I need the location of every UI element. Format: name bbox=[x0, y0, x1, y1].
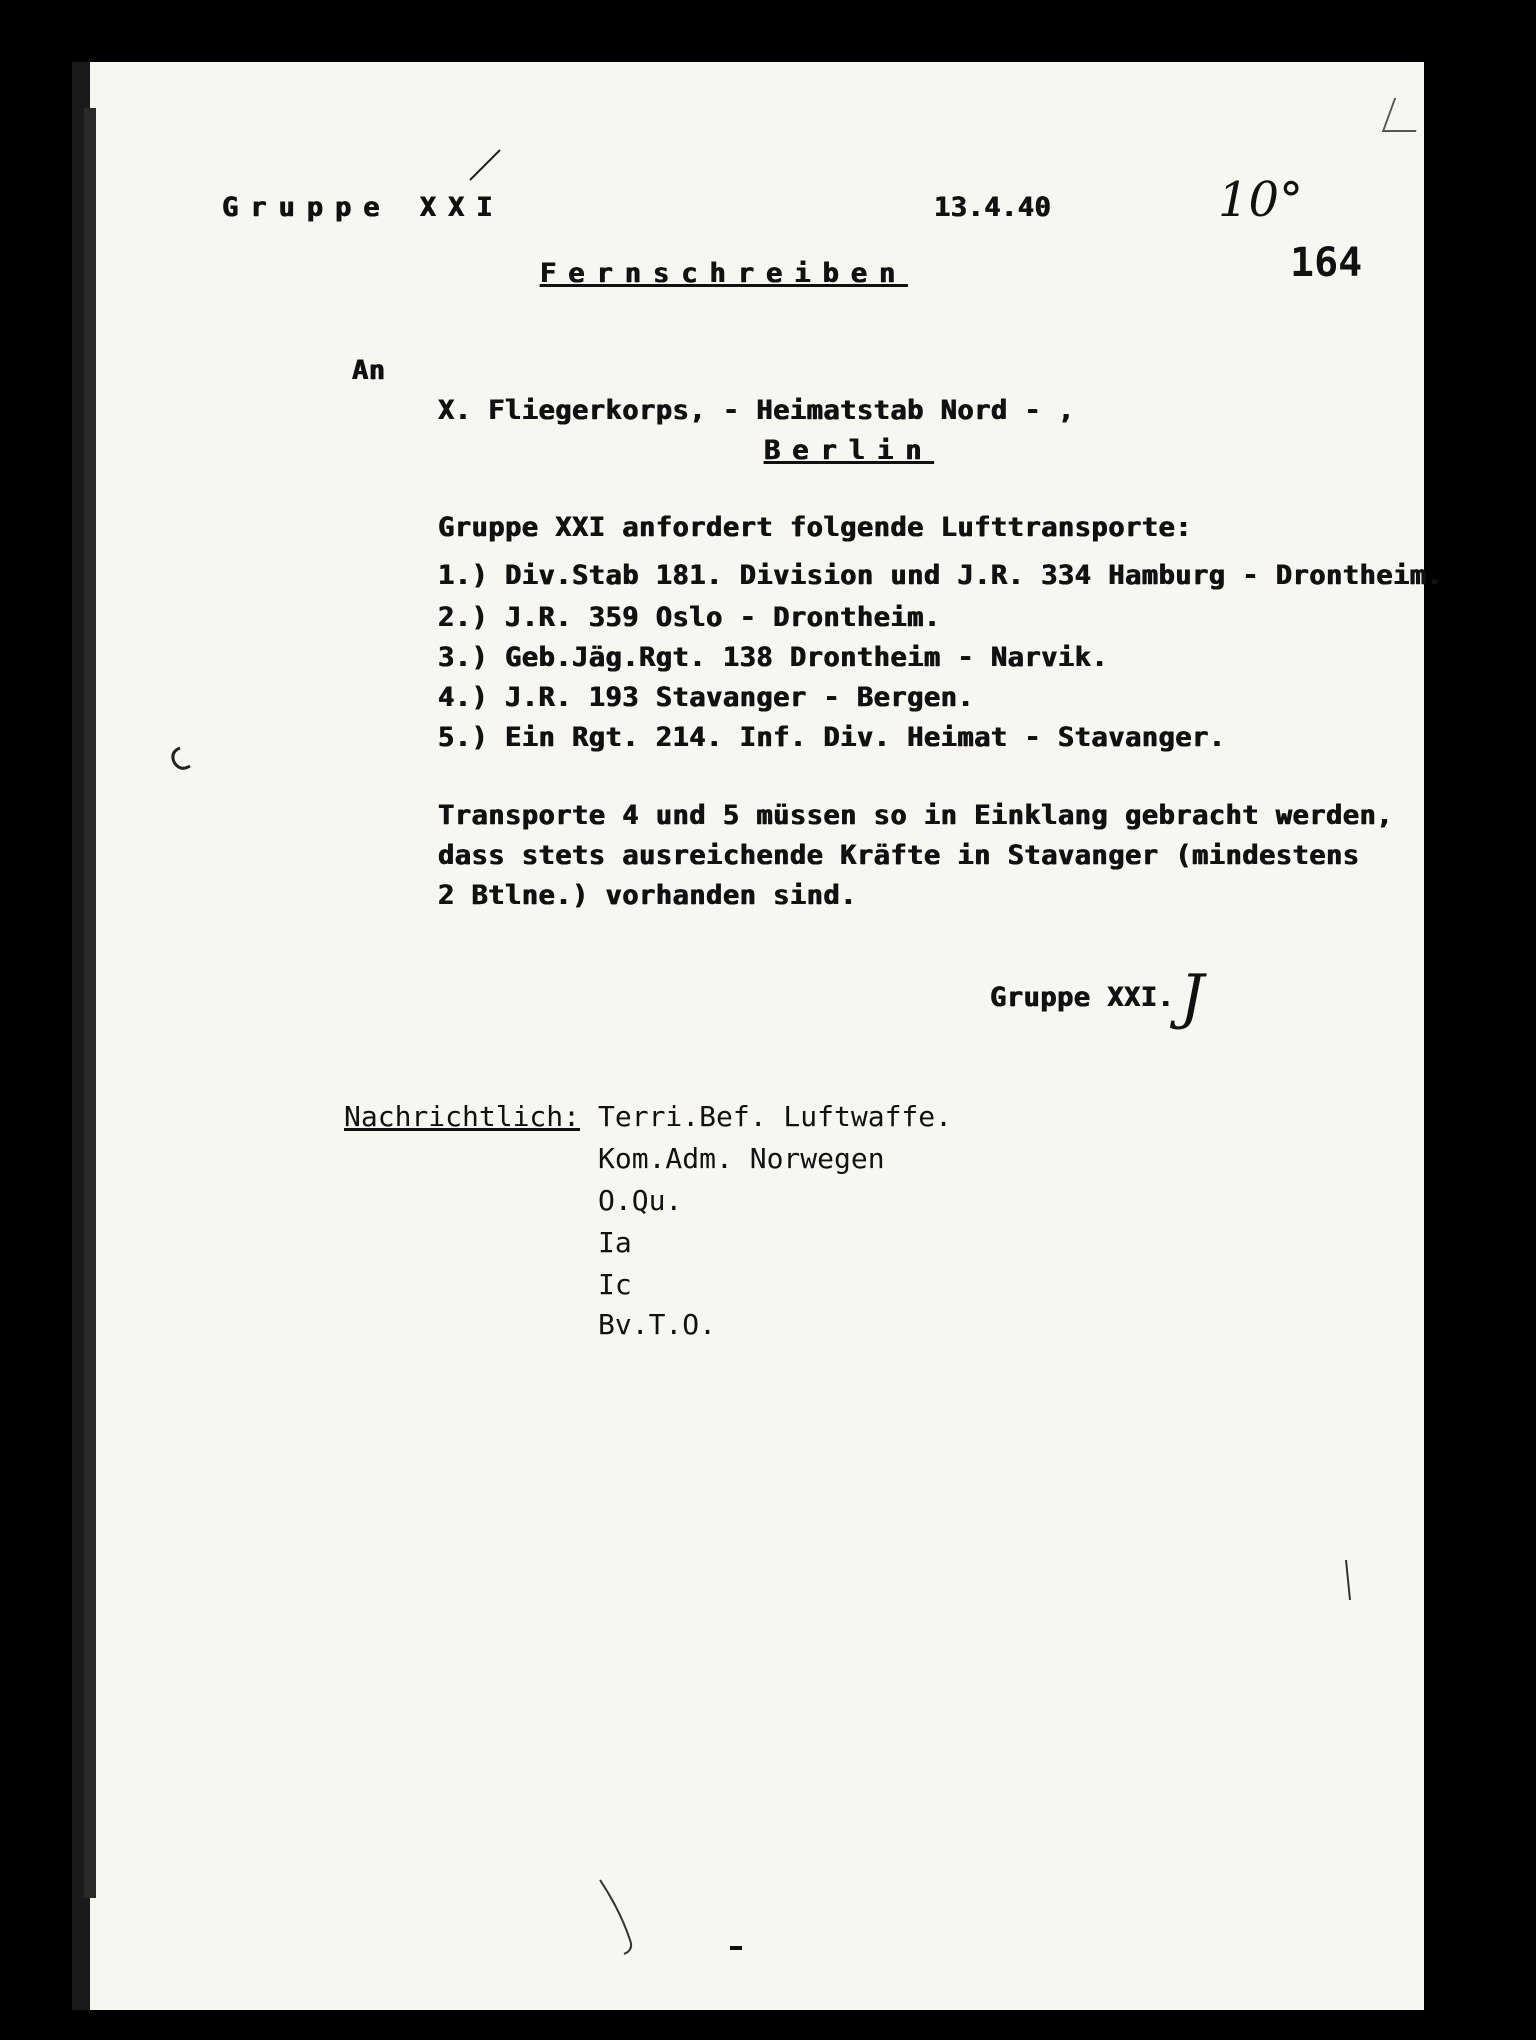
paragraph-line: 2 Btlne.) vorhanden sind. bbox=[438, 880, 857, 911]
transport-item: 3.) Geb.Jäg.Rgt. 138 Drontheim - Narvik. bbox=[438, 642, 1109, 673]
distribution-recipient: Ic bbox=[598, 1268, 632, 1301]
handwritten-mark: 10° bbox=[1218, 172, 1304, 228]
signature-initial: J bbox=[1180, 962, 1205, 1032]
intro-line: Gruppe XXI anfordert folgende Lufttransporte: bbox=[438, 512, 1192, 543]
sender-header: Gruppe XXI bbox=[222, 192, 505, 223]
distribution-recipient: Bv.T.O. bbox=[598, 1308, 717, 1341]
transport-item: 4.) J.R. 193 Stavanger - Bergen. bbox=[438, 682, 975, 713]
paragraph-line: dass stets ausreichende Kräfte in Stavanger (mindestens bbox=[438, 840, 1360, 871]
transport-item: 5.) Ein Rgt. 214. Inf. Div. Heimat - Stavanger. bbox=[438, 722, 1226, 753]
signature-unit: Gruppe XXI. bbox=[990, 982, 1175, 1013]
addressee-prefix: An bbox=[352, 355, 386, 386]
addressee-city: Berlin bbox=[764, 435, 934, 466]
distribution-recipient: Kom.Adm. Norwegen bbox=[598, 1142, 885, 1175]
date-header: 13.4.40 bbox=[934, 192, 1052, 223]
distribution-recipient: Terri.Bef. Luftwaffe. bbox=[598, 1100, 953, 1133]
distribution-recipient: Ia bbox=[598, 1226, 632, 1259]
pen-stroke bbox=[1346, 1560, 1350, 1600]
document-title: Fernschreiben bbox=[540, 258, 908, 289]
distribution-recipient: O.Qu. bbox=[598, 1184, 683, 1217]
transport-item: 2.) J.R. 359 Oslo - Drontheim. bbox=[438, 602, 941, 633]
paragraph-line: Transporte 4 und 5 müssen so in Einklang gebracht werden, bbox=[438, 800, 1394, 831]
transport-item: 1.) Div.Stab 181. Division und J.R. 334 Hamburg - Drontheim. bbox=[438, 560, 1444, 591]
distribution-label: Nachrichtlich: bbox=[344, 1100, 581, 1133]
page-number: 164 bbox=[1290, 240, 1363, 286]
pen-stroke bbox=[470, 150, 500, 180]
addressee-line: X. Fliegerkorps, - Heimatstab Nord - , bbox=[438, 395, 1075, 426]
punch-hole-mark bbox=[173, 748, 190, 768]
pen-stroke bbox=[600, 1880, 631, 1954]
